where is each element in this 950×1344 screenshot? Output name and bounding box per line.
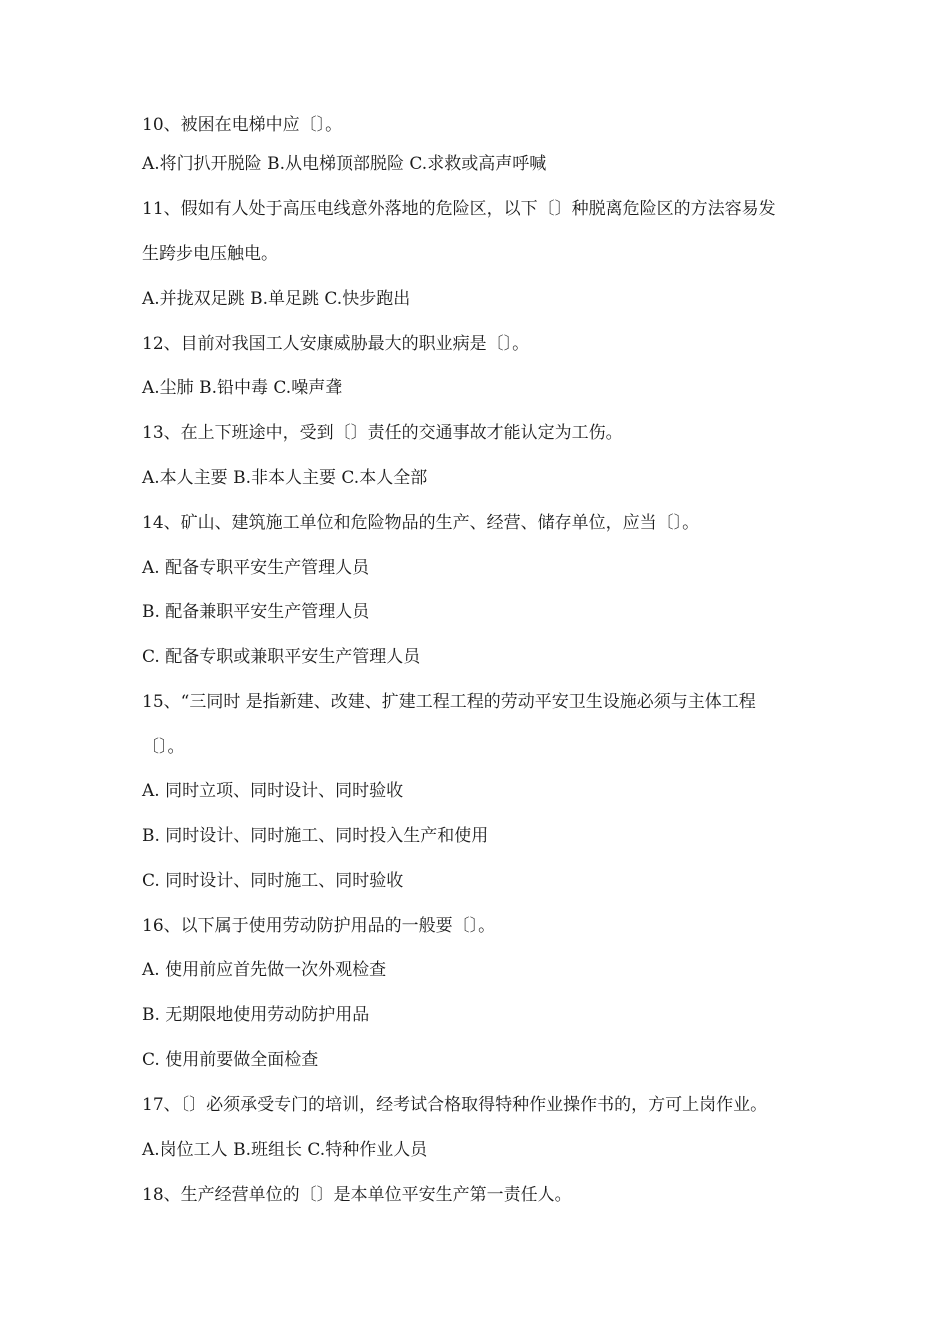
question-12-options: A.尘肺 B.铅中毒 C.噪声聋 <box>142 378 343 398</box>
question-17-options: A.岗位工人 B.班组长 C.特种作业人员 <box>142 1140 428 1160</box>
question-10-options: A.将门扒开脱险 B.从电梯顶部脱险 C.求救或高声呼喊 <box>142 154 547 174</box>
question-10: 10、被困在电梯中应〔〕。 <box>142 115 343 135</box>
question-16-option-b: B. 无期限地使用劳动防护用品 <box>142 1005 370 1025</box>
question-14-option-c: C. 配备专职或兼职平安生产管理人员 <box>142 647 421 667</box>
question-17: 17、〔〕必须承受专门的培训，经考试合格取得特种作业操作书的，方可上岗作业。 <box>142 1095 768 1115</box>
question-16-option-c: C. 使用前要做全面检查 <box>142 1050 319 1070</box>
question-15-continued: 〔〕。 <box>142 737 185 757</box>
question-11: 11、假如有人处于高压电线意外落地的危险区，以下〔〕种脱离危险区的方法容易发 <box>142 199 776 219</box>
question-11-options: A.并拢双足跳 B.单足跳 C.快步跑出 <box>142 289 411 309</box>
question-15: 15、“三同时 是指新建、改建、扩建工程工程的劳动平安卫生设施必须与主体工程 <box>142 692 756 712</box>
question-11-continued: 生跨步电压触电。 <box>142 244 278 264</box>
question-13: 13、在上下班途中，受到〔〕责任的交通事故才能认定为工伤。 <box>142 423 623 443</box>
question-18: 18、生产经营单位的〔〕是本单位平安生产第一责任人。 <box>142 1185 572 1205</box>
question-14-option-b: B. 配备兼职平安生产管理人员 <box>142 602 370 622</box>
question-16: 16、以下属于使用劳动防护用品的一般要〔〕。 <box>142 916 496 936</box>
question-15-option-b: B. 同时设计、同时施工、同时投入生产和使用 <box>142 826 489 846</box>
question-13-options: A.本人主要 B.非本人主要 C.本人全部 <box>142 468 428 488</box>
question-15-option-c: C. 同时设计、同时施工、同时验收 <box>142 871 404 891</box>
question-12: 12、目前对我国工人安康威胁最大的职业病是〔〕。 <box>142 334 530 354</box>
question-14-option-a: A. 配备专职平安生产管理人员 <box>142 558 370 578</box>
question-14: 14、矿山、建筑施工单位和危险物品的生产、经营、储存单位，应当〔〕。 <box>142 513 700 533</box>
question-15-option-a: A. 同时立项、同时设计、同时验收 <box>142 781 404 801</box>
question-16-option-a: A. 使用前应首先做一次外观检查 <box>142 960 387 980</box>
